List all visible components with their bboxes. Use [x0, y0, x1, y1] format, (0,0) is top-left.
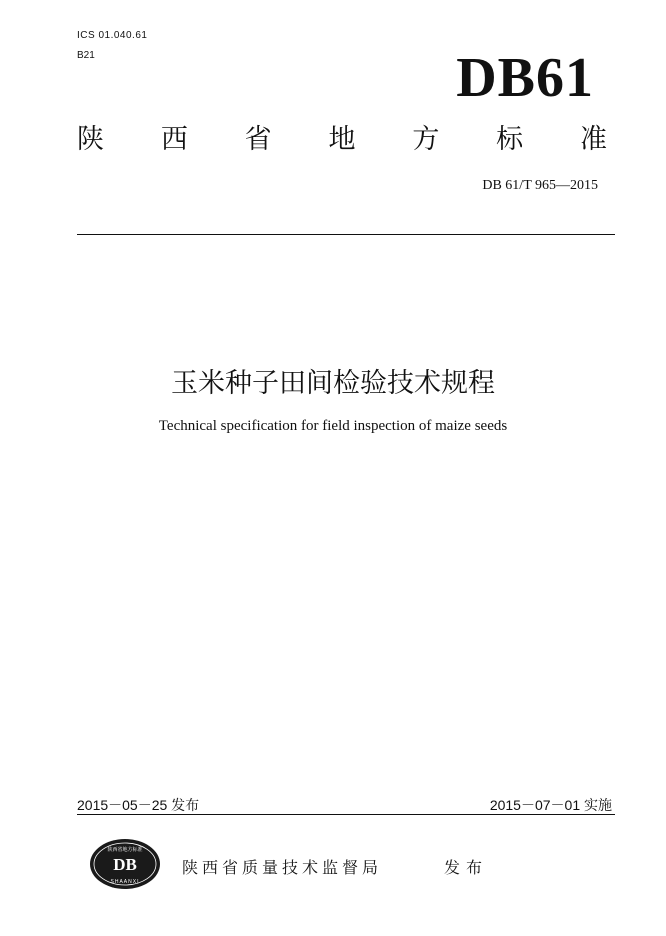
issuing-authority: 陕西省质量技术监督局: [182, 858, 383, 877]
svg-text:陕西省地方标准: 陕西省地方标准: [107, 847, 143, 853]
issue-date: 2015－05－25 发布: [77, 797, 200, 813]
doc-type-char: 西: [160, 124, 188, 155]
doc-type-char: 准: [579, 124, 607, 155]
svg-text:SHAANXI: SHAANXI: [110, 879, 140, 885]
issuer-seal-logo: [88, 837, 162, 891]
footer-divider: [77, 814, 615, 815]
effective-date: 2015－07－01 实施: [489, 797, 612, 813]
header-divider: [77, 234, 615, 235]
doc-type-char: 地: [328, 124, 356, 155]
classification-code: B21: [77, 50, 95, 61]
title-english: Technical specification for field inspection of maize seeds: [158, 418, 508, 434]
standard-code-mark: DB61: [456, 47, 594, 109]
doc-type-char: 标: [496, 124, 524, 155]
ics-code: ICS 01.040.61: [77, 30, 148, 41]
doc-type-char: 方: [412, 124, 440, 155]
document-number: DB 61/T 965—2015: [482, 178, 598, 193]
svg-text:DB: DB: [113, 855, 137, 874]
document-type: [77, 126, 607, 153]
title-chinese: 玉米种子田间检验技术规程: [171, 368, 495, 399]
seal-emblem-icon: [88, 837, 162, 891]
doc-type-char: 省: [244, 124, 272, 155]
doc-type-char: 陕: [77, 124, 104, 155]
publish-label: 发布: [444, 858, 489, 877]
